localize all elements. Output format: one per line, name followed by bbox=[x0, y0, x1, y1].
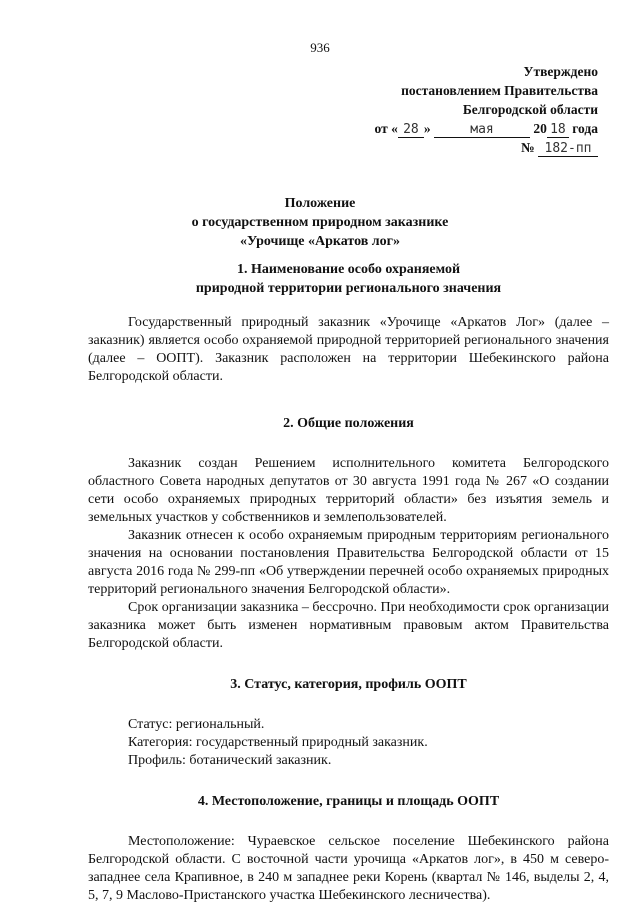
title-line-2: о государственном природном заказнике bbox=[191, 215, 449, 230]
title-line-3: «Урочище «Аркатов лог» bbox=[239, 234, 401, 249]
section-1 bbox=[88, 260, 609, 386]
section-2 bbox=[88, 414, 609, 653]
section-1-heading-line-1: 1. Наименование особо охраняемой bbox=[236, 262, 461, 277]
approval-year-word: года bbox=[572, 121, 598, 136]
approval-line-1: Утверждено bbox=[523, 64, 598, 79]
approval-number: 182-пп bbox=[538, 141, 598, 157]
approval-from: от bbox=[374, 121, 388, 136]
approval-year-prefix: 20 bbox=[533, 121, 547, 136]
page-number: 936 bbox=[310, 40, 330, 55]
section-4-paragraph-1: Местоположение: Чураевское сельское поселение Шебекинского района Белгородской области. С восточной части урочища «Аркатов лог», в 450 м северо-западнее села Крапивное, в 240 м западнее реки Корень (квартал № 146, выделы 2, 4, 5, 7, 9 Маслово-Пристанского участка Шебекинского лесничества). bbox=[88, 834, 609, 903]
section-4 bbox=[88, 792, 609, 905]
section-1-heading bbox=[88, 260, 609, 298]
section-1-paragraph-1: Государственный природный заказник «Урочище «Аркатов Лог» (далее – заказник) является особо охраняемой природной территорией регионального значения (далее – ООПТ). Заказник расположен на территории Шебекинского района Белгородской области. bbox=[88, 315, 609, 384]
approval-open-quote: « bbox=[391, 121, 398, 136]
approval-year-suffix: 18 bbox=[547, 122, 569, 138]
section-3-heading: 3. Статус, категория, профиль ООПТ bbox=[230, 677, 467, 692]
approval-stamp bbox=[338, 62, 598, 157]
approval-day: 28 bbox=[398, 122, 424, 138]
document-title bbox=[0, 194, 640, 251]
approval-month: мая bbox=[434, 122, 530, 138]
section-3-item-profile: Профиль: ботанический заказник. bbox=[128, 753, 332, 768]
section-2-paragraph-1: Заказник создан Решением исполнительного комитета Белгородского областного Совета народных депутатов от 30 августа 1991 года № 267 «О создании сети особо охраняемых природных территорий области» без изъятия земель и земельных участков у собственников и землепользователей. bbox=[88, 456, 609, 525]
section-3 bbox=[88, 675, 609, 770]
section-2-heading: 2. Общие положения bbox=[283, 416, 414, 431]
section-4-heading: 4. Местоположение, границы и площадь ООПТ bbox=[197, 794, 500, 809]
section-2-paragraph-3: Срок организации заказника – бессрочно. При необходимости срок организации заказника может быть изменен нормативным правовым актом Правительства Белгородской области. bbox=[88, 600, 609, 651]
title-line-1: Положение bbox=[284, 196, 356, 211]
approval-number-line bbox=[338, 138, 598, 157]
section-1-heading-line-2: природной территории регионального значения bbox=[195, 281, 502, 296]
approval-close-quote: » bbox=[423, 121, 431, 136]
approval-number-sign: № bbox=[521, 140, 535, 155]
document-body bbox=[88, 260, 609, 905]
section-3-item-status: Статус: региональный. bbox=[128, 717, 265, 732]
section-3-item-category: Категория: государственный природный заказник. bbox=[128, 735, 428, 750]
section-2-paragraph-2: Заказник отнесен к особо охраняемым природным территориям регионального значения на основании постановления Правительства Белгородской области от 15 августа 2016 года № 299-пп «Об утверждении перечней особо охраняемых природных территорий регионального значения Белгородской области». bbox=[88, 528, 609, 597]
approval-line-3: Белгородской области bbox=[462, 102, 598, 117]
approval-line-2: постановлением Правительства bbox=[401, 83, 598, 98]
approval-date-line bbox=[338, 119, 598, 138]
